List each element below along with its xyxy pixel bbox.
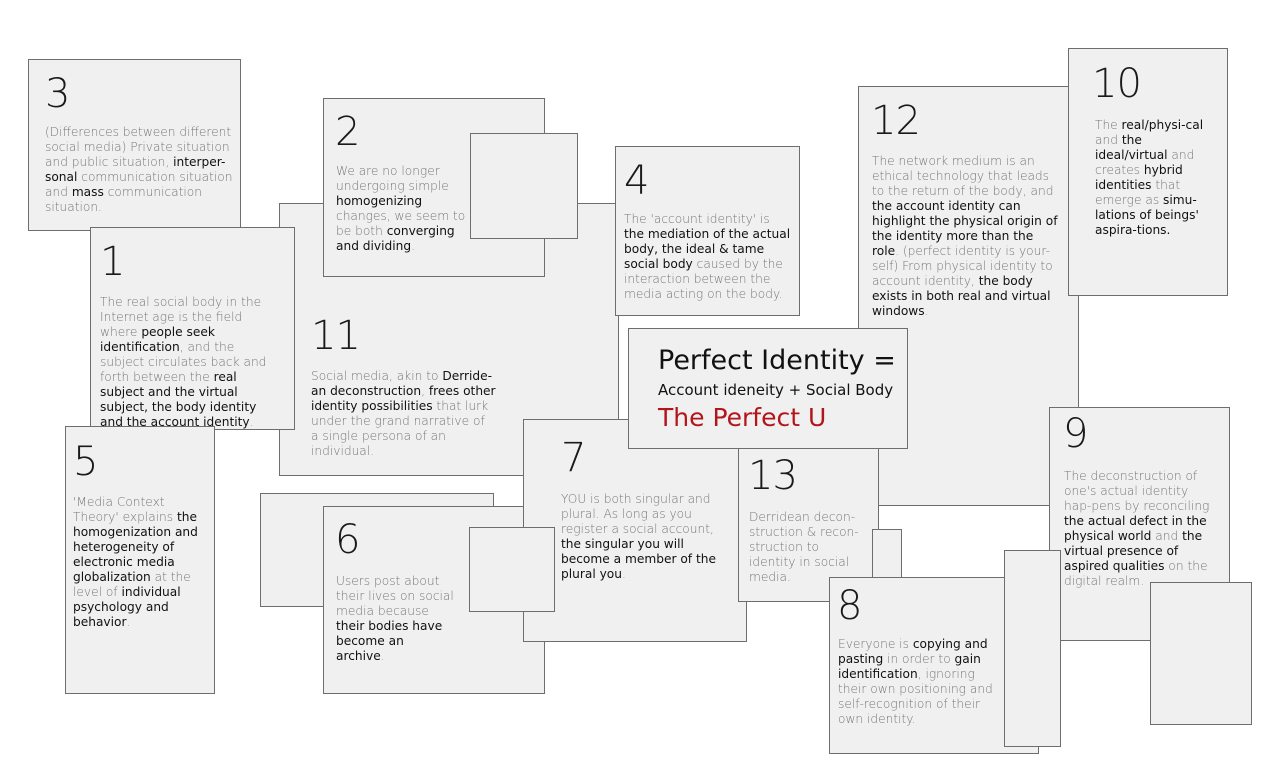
emphasis-text: the virtual presence of aspired qualities [1064, 529, 1203, 573]
body-text: on the digital realm. [1064, 559, 1208, 588]
body-text: that lurk under the grand narrative of a single persona of an individual. [311, 399, 489, 458]
card-4-number: 4 [624, 158, 649, 204]
emphasis-text: homogenizing [336, 194, 423, 208]
body-text: . [126, 615, 131, 629]
decor-rect-8 [1004, 550, 1061, 747]
body-text: , and the subject circulates back and forth between the [100, 340, 267, 384]
emphasis-text: the ideal/virtual [1095, 133, 1168, 162]
emphasis-text: hybrid identities [1095, 163, 1183, 192]
card-13-text [749, 510, 867, 585]
card-11-number: 11 [311, 313, 360, 359]
card-10-number: 10 [1092, 61, 1141, 107]
body-text: at the level of [73, 570, 191, 599]
card-7-text [561, 492, 721, 582]
emphasis-text: the account identity can highlight the physical origin of the identity more than the role [872, 199, 1058, 258]
body-text: The deconstruction of one's actual identity hap-pens by reconciling [1064, 469, 1210, 513]
emphasis-text: gain identification [838, 652, 981, 681]
emphasis-text: real subject and the virtual subject, the body identity and the account identity [100, 370, 257, 429]
body-text: . [621, 567, 626, 581]
card-2-number: 2 [335, 109, 360, 155]
decor-square-2 [470, 133, 578, 239]
card-7-number: 7 [561, 435, 586, 481]
emphasis-text: people seek identification [100, 325, 215, 354]
body-text: Everyone is [838, 637, 913, 651]
body-text: communication situation. [45, 185, 202, 214]
body-text: . (perfect identity is your-self) From physical identity to account identity, [872, 244, 1053, 288]
body-text: and [1151, 529, 1183, 543]
emphasis-text: real/physi-cal [1121, 118, 1204, 132]
card-3-text [45, 125, 235, 215]
card-3-number: 3 [45, 71, 70, 117]
body-text: and creates [1095, 148, 1195, 177]
body-text: The 'account identity' is [624, 212, 770, 226]
decor-rect-9 [1150, 582, 1252, 725]
body-text: YOU is both singular and plural. As long as you register a social account, [561, 492, 714, 536]
card-10-text [1095, 118, 1213, 238]
body-text: . [380, 649, 385, 663]
body-text: Social media, akin to [311, 369, 443, 383]
card-2-text [336, 164, 471, 254]
card-6-text [336, 574, 454, 664]
card-9-text [1064, 469, 1219, 589]
emphasis-text: frees other identity possibilities [311, 384, 496, 413]
emphasis-text: mass [71, 185, 104, 199]
card-5-text [73, 495, 201, 630]
emphasis-text: the body exists in both real and virtual windows [872, 274, 1051, 318]
emphasis-text: individual psychology and behavior [73, 585, 181, 629]
emphasis-text: the homogenization and heterogeneity of electronic media globalization [73, 510, 198, 584]
center-subtitle: Account ideneity + Social Body [658, 381, 894, 399]
body-text: communication situation and [45, 170, 233, 199]
emphasis-text: simu-lations of beings' aspira-tions. [1095, 193, 1199, 237]
card-5-number: 5 [73, 439, 98, 485]
card-6-number: 6 [335, 517, 360, 563]
card-12-text [872, 154, 1062, 319]
body-text: Derridean decon-struction & recon-struction to identity in social media. [749, 510, 859, 584]
card-9-number: 9 [1063, 411, 1088, 457]
body-text: that emerge as [1095, 178, 1181, 207]
body-text: and [1095, 133, 1122, 147]
body-text: (Differences between different social media) Private situation and public situation, [45, 125, 232, 169]
emphasis-text: their bodies have become an archive [336, 619, 443, 663]
body-text: . [411, 239, 415, 253]
card-11-text [311, 369, 496, 459]
body-text: Users post about their lives on social media because [336, 574, 454, 618]
body-text: in order to [883, 652, 955, 666]
body-text: , ignoring their own positioning and self-recognition of their own identity. [838, 667, 993, 726]
body-text: We are no longer undergoing simple [336, 164, 449, 193]
body-text: caused by the interaction between the media acting on the body. [624, 257, 783, 301]
emphasis-text: Derride-an deconstruction [311, 369, 493, 398]
card-8-text [838, 637, 998, 727]
emphasis-text: copying and pasting [838, 637, 988, 666]
body-text: The network medium is an ethical technology that leads to the return of the body, and [872, 154, 1054, 198]
emphasis-text: the actual defect in the physical world [1064, 514, 1207, 543]
decor-square-7 [469, 527, 555, 612]
emphasis-text: the mediation of the actual body, the ideal & tame social body [624, 227, 791, 271]
body-text: The real social body in the Internet age is the field where [100, 295, 262, 339]
body-text: The [1095, 118, 1122, 132]
center-highlight: The Perfect U [658, 403, 827, 432]
card-13-number: 13 [748, 453, 797, 499]
card-12-number: 12 [871, 98, 920, 144]
body-text: 'Media Context Theory' explains [73, 495, 177, 524]
card-1-text [100, 295, 280, 430]
emphasis-text: converging and dividing [336, 224, 455, 253]
body-text: changes, we seem to be both [336, 209, 466, 238]
center-title: Perfect Identity = [658, 345, 896, 376]
emphasis-text: the singular you will become a member of the plural you [561, 537, 716, 581]
card-4-text [624, 212, 792, 302]
body-text: . [924, 304, 929, 318]
body-text: . [249, 415, 254, 429]
card-1-number: 1 [100, 239, 125, 285]
card-8-number: 8 [837, 583, 862, 629]
body-text: , [421, 384, 429, 398]
emphasis-text: interper-sonal [45, 155, 226, 184]
